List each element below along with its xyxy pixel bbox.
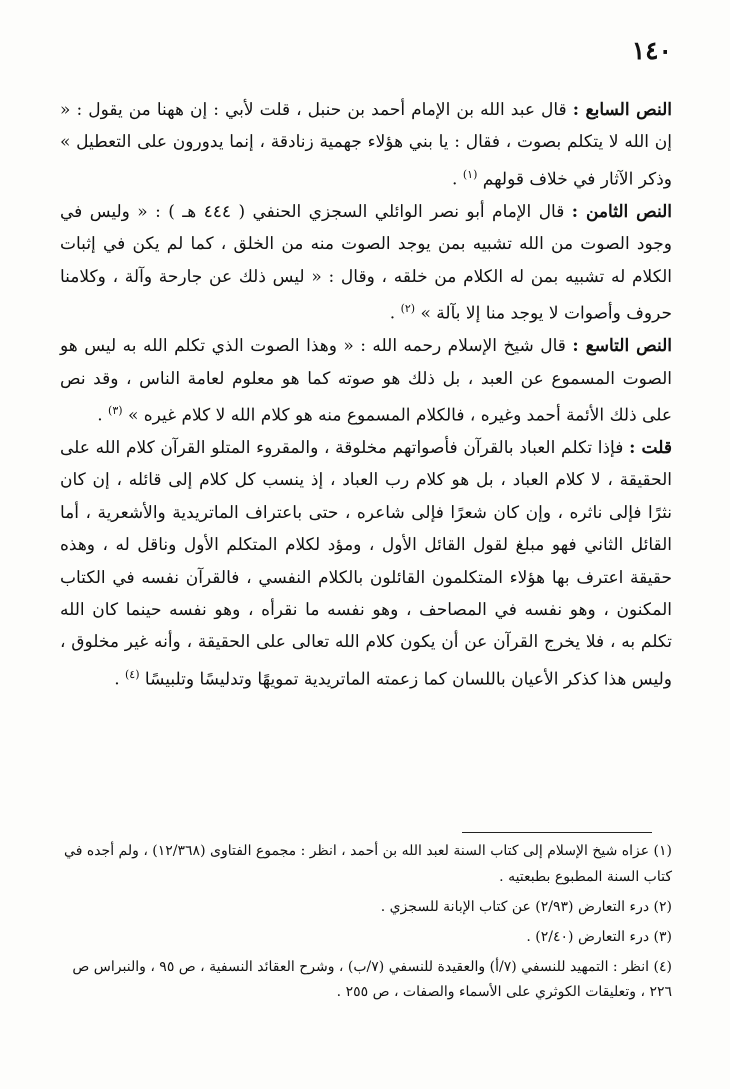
footnote-ref: (١) bbox=[462, 167, 478, 181]
paragraph bbox=[60, 432, 672, 696]
paragraph-text: قال شيخ الإسلام رحمه الله : « وهذا الصوت الذي تكلم الله به ليس هو الصوت المسموع عن العبد ، بل ذلك هو صوته كما هو معلوم لعامة الناس ، وقد نص على ذلك الأئمة أحمد وغيره ، فالكلام المسموع منه هو كلام الله لا كلام غيره » bbox=[60, 336, 672, 426]
footnotes bbox=[60, 839, 672, 1010]
paragraph-tail: . bbox=[97, 405, 109, 426]
footnote: (٣) درء التعارض (٢/٤٠) . bbox=[526, 928, 672, 945]
paragraph-text: قال عبد الله بن الإمام أحمد بن حنبل ، قلت لأبي : إن ههنا من يقول : « إن الله لا يتكلم بصوت ، فقال : يا بني هؤلاء جهمية زنادقة ، إنما يدورون على التعطيل » وذكر الآثار في خلاف قولهم bbox=[60, 100, 672, 190]
paragraph-label: قلت : bbox=[629, 438, 673, 459]
paragraph-tail: . bbox=[389, 303, 401, 324]
footnote-ref: (٤) bbox=[125, 667, 140, 681]
footnote: (٢) درء التعارض (٢/٩٣) عن كتاب الإبانة للسجزي . bbox=[380, 898, 672, 915]
paragraph-tail: . bbox=[114, 669, 125, 690]
paragraph-tail: . bbox=[452, 169, 463, 190]
footnote: (٤) انظر : التمهيد للنسفي (٧/أ) والعقيدة للنسفي (٧/ب) ، وشرح العقائد النسفية ، ص ٩٥ ، والنبراس ص ٢٢٦ ، وتعليقات الكوثري على الأسماء والصفات ، ص ٢٥٥ . bbox=[72, 958, 672, 1000]
footnote-ref: (٢) bbox=[400, 302, 416, 316]
paragraph-label: النص التاسع : bbox=[572, 336, 673, 357]
main-text bbox=[60, 94, 672, 696]
footnote-separator bbox=[462, 832, 652, 833]
paragraph-label: النص السابع : bbox=[572, 100, 672, 120]
footnote-ref: (٣) bbox=[108, 403, 123, 417]
page-number: ١٤٠ bbox=[631, 36, 672, 65]
paragraph bbox=[60, 330, 672, 432]
footnote: (١) عزاه شيخ الإسلام إلى كتاب السنة لعبد الله بن أحمد ، انظر : مجموع الفتاوى (١٢/٣٦٨) ، ولم أجده في كتاب السنة المطبوع بطبعتيه . bbox=[64, 843, 672, 885]
paragraph-text: فإذا تكلم العباد بالقرآن فأصواتهم مخلوقة ، والمقروء المتلو القرآن كلام الله على الحقيقة ، لا كلام العباد ، بل هو كلام رب العباد ، إذ ينسب كل كلام إلى قائله ، إن كان نثرًا فإلى ناثره ، وإن كان شعرًا فإلى شاعره ، حتى باعتراف الماتريدية والأشعرية ، أما القائل الثاني فهو مبلغ لقول القائل الأول ، ومؤد لكلام المتكلم الأول وناقل له ، وهذه حقيقة اعترف بها هؤلاء المتكلمون القائلون بالكلام النفسي ، فالقرآن نفسه في الكتاب المكنون ، وهو نفسه في المصاحف ، وهو نفسه ما نقرأه ، وهو نفسه حينما كان الله تكلم به ، فلا يخرج القرآن عن أن يكون كلام الله تعالى على الحقيقة ، وأنه غير مخلوق ، وليس هذا كذكر الأعيان باللسان كما زعمته الماتريدية تمويهًا وتدليسًا وتلبيسًا bbox=[60, 438, 672, 690]
paragraph-label: النص الثامن : bbox=[571, 201, 673, 222]
paragraph bbox=[60, 196, 672, 330]
paragraph bbox=[60, 94, 672, 196]
paragraph-text: قال الإمام أبو نصر الوائلي السجزي الحنفي ( ٤٤٤ هـ ) : « وليس في وجود الصوت من الله تشبيه بمن يوجد الصوت منه من الخلق ، كما لم يكن في إثبات الكلام له تشبيه بمن له الكلام من خلقه ، وقال : « ليس ذلك عن جارحة وآلة ، وكلامنا حروف وأصوات لا يوجد منا إلا بآلة » bbox=[60, 201, 672, 324]
